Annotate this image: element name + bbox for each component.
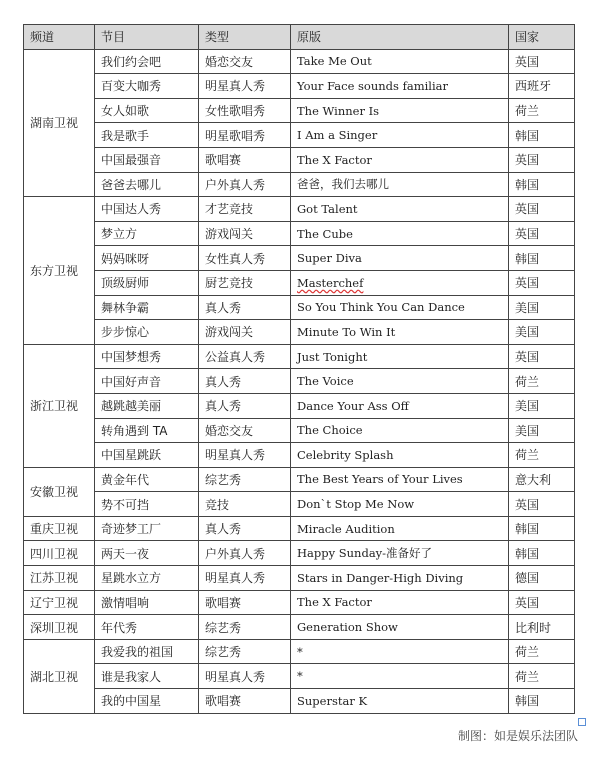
- channel-cell: 安徽卫视: [24, 467, 95, 516]
- show-cell: 越跳越美丽: [95, 393, 199, 418]
- show-cell: 爸爸去哪儿: [95, 172, 199, 197]
- show-cell: 我的中国星: [95, 689, 199, 714]
- original-cell: Just Tonight: [291, 344, 509, 369]
- channel-cell: 湖南卫视: [24, 49, 95, 197]
- header-row: [24, 25, 575, 50]
- table-row: [24, 270, 575, 295]
- show-cell: 势不可挡: [95, 492, 199, 517]
- country-cell: 韩国: [509, 541, 575, 566]
- table-row: [24, 221, 575, 246]
- header-type: 类型: [199, 25, 291, 50]
- table-row: [24, 418, 575, 443]
- country-cell: 韩国: [509, 516, 575, 541]
- channel-cell: 四川卫视: [24, 541, 95, 566]
- original-cell: Celebrity Splash: [291, 443, 509, 468]
- table-row: [24, 172, 575, 197]
- country-cell: 英国: [509, 147, 575, 172]
- show-cell: 中国达人秀: [95, 197, 199, 222]
- show-cell: 我爱我的祖国: [95, 639, 199, 664]
- show-cell: 梦立方: [95, 221, 199, 246]
- original-cell: Don`t Stop Me Now: [291, 492, 509, 517]
- original-cell: *: [291, 664, 509, 689]
- header-show: 节目: [95, 25, 199, 50]
- table-row: [24, 147, 575, 172]
- show-cell: 黄金年代: [95, 467, 199, 492]
- type-cell: 歌唱赛: [199, 147, 291, 172]
- country-cell: 荷兰: [509, 639, 575, 664]
- original-cell: Dance Your Ass Off: [291, 393, 509, 418]
- original-cell: Minute To Win It: [291, 320, 509, 345]
- country-cell: 英国: [509, 492, 575, 517]
- header-channel: 频道: [24, 25, 95, 50]
- country-cell: 比利时: [509, 615, 575, 640]
- country-cell: 韩国: [509, 246, 575, 271]
- country-cell: 西班牙: [509, 74, 575, 99]
- table-row: [24, 49, 575, 74]
- table-row: [24, 197, 575, 222]
- country-cell: 荷兰: [509, 369, 575, 394]
- country-cell: 美国: [509, 418, 575, 443]
- type-cell: 厨艺竞技: [199, 270, 291, 295]
- original-cell: 爸爸，我们去哪儿: [291, 172, 509, 197]
- original-cell: The X Factor: [291, 590, 509, 615]
- table-row: [24, 393, 575, 418]
- type-cell: 户外真人秀: [199, 172, 291, 197]
- type-cell: 综艺秀: [199, 467, 291, 492]
- channel-cell: 江苏卫视: [24, 566, 95, 591]
- type-cell: 游戏闯关: [199, 221, 291, 246]
- table-row: [24, 492, 575, 517]
- type-cell: 女性歌唱秀: [199, 98, 291, 123]
- type-cell: 明星真人秀: [199, 664, 291, 689]
- country-cell: 英国: [509, 590, 575, 615]
- original-cell: *: [291, 639, 509, 664]
- table-row: [24, 295, 575, 320]
- country-cell: 美国: [509, 393, 575, 418]
- table-row: [24, 443, 575, 468]
- channel-cell: 湖北卫视: [24, 639, 95, 713]
- show-cell: 妈妈咪呀: [95, 246, 199, 271]
- type-cell: 公益真人秀: [199, 344, 291, 369]
- table-row: [24, 664, 575, 689]
- show-cell: 我是歌手: [95, 123, 199, 148]
- type-cell: 户外真人秀: [199, 541, 291, 566]
- country-cell: 荷兰: [509, 98, 575, 123]
- table-row: [24, 639, 575, 664]
- show-cell: 步步惊心: [95, 320, 199, 345]
- country-cell: 美国: [509, 295, 575, 320]
- show-cell: 中国好声音: [95, 369, 199, 394]
- show-cell: 星跳水立方: [95, 566, 199, 591]
- original-cell: Got Talent: [291, 197, 509, 222]
- original-cell: Stars in Danger-High Diving: [291, 566, 509, 591]
- type-cell: 游戏闯关: [199, 320, 291, 345]
- original-cell: The X Factor: [291, 147, 509, 172]
- show-cell: 谁是我家人: [95, 664, 199, 689]
- country-cell: 韩国: [509, 172, 575, 197]
- table-row: [24, 123, 575, 148]
- original-cell: The Choice: [291, 418, 509, 443]
- original-cell: Take Me Out: [291, 49, 509, 74]
- channel-cell: 浙江卫视: [24, 344, 95, 467]
- credit-caption: 制图：如是娱乐法团队: [457, 729, 578, 743]
- type-cell: 女性真人秀: [199, 246, 291, 271]
- type-cell: 真人秀: [199, 369, 291, 394]
- original-cell: Superstar K: [291, 689, 509, 714]
- country-cell: 美国: [509, 320, 575, 345]
- type-cell: 综艺秀: [199, 639, 291, 664]
- original-cell: Your Face sounds familiar: [291, 74, 509, 99]
- table-row: [24, 344, 575, 369]
- type-cell: 婚恋交友: [199, 49, 291, 74]
- original-cell: The Best Years of Your Lives: [291, 467, 509, 492]
- table-row: [24, 590, 575, 615]
- type-cell: 歌唱赛: [199, 689, 291, 714]
- channel-cell: 东方卫视: [24, 197, 95, 345]
- tv-format-table: [23, 24, 575, 714]
- country-cell: 韩国: [509, 123, 575, 148]
- show-cell: 百变大咖秀: [95, 74, 199, 99]
- table-row: [24, 615, 575, 640]
- header-original: 原版: [291, 25, 509, 50]
- table-row: [24, 566, 575, 591]
- table-row: [24, 516, 575, 541]
- table-body: [24, 49, 575, 713]
- country-cell: 荷兰: [509, 664, 575, 689]
- show-cell: 中国星跳跃: [95, 443, 199, 468]
- show-cell: 舞林争霸: [95, 295, 199, 320]
- table-row: [24, 246, 575, 271]
- channel-cell: 深圳卫视: [24, 615, 95, 640]
- show-cell: 年代秀: [95, 615, 199, 640]
- country-cell: 英国: [509, 344, 575, 369]
- type-cell: 真人秀: [199, 516, 291, 541]
- show-cell: 女人如歌: [95, 98, 199, 123]
- original-cell: I Am a Singer: [291, 123, 509, 148]
- original-cell: Generation Show: [291, 615, 509, 640]
- header-country: 国家: [509, 25, 575, 50]
- show-cell: 奇迹梦工厂: [95, 516, 199, 541]
- country-cell: 英国: [509, 197, 575, 222]
- original-cell: The Cube: [291, 221, 509, 246]
- country-cell: 意大利: [509, 467, 575, 492]
- country-cell: 英国: [509, 221, 575, 246]
- resize-handle[interactable]: [578, 718, 586, 726]
- original-cell: So You Think You Can Dance: [291, 295, 509, 320]
- type-cell: 真人秀: [199, 393, 291, 418]
- show-cell: 我们约会吧: [95, 49, 199, 74]
- type-cell: 才艺竞技: [199, 197, 291, 222]
- table-row: [24, 98, 575, 123]
- type-cell: 竞技: [199, 492, 291, 517]
- show-cell: 中国梦想秀: [95, 344, 199, 369]
- channel-cell: 重庆卫视: [24, 516, 95, 541]
- original-cell: The Winner Is: [291, 98, 509, 123]
- type-cell: 综艺秀: [199, 615, 291, 640]
- show-cell: 转角遇到 TA: [95, 418, 199, 443]
- original-cell: Super Diva: [291, 246, 509, 271]
- country-cell: 英国: [509, 270, 575, 295]
- table-row: [24, 541, 575, 566]
- channel-cell: 辽宁卫视: [24, 590, 95, 615]
- table-row: [24, 74, 575, 99]
- table-row: [24, 689, 575, 714]
- table-row: [24, 320, 575, 345]
- table-row: [24, 369, 575, 394]
- type-cell: 明星真人秀: [199, 74, 291, 99]
- original-cell: Miracle Audition: [291, 516, 509, 541]
- original-cell: The Voice: [291, 369, 509, 394]
- type-cell: 明星歌唱秀: [199, 123, 291, 148]
- type-cell: 歌唱赛: [199, 590, 291, 615]
- type-cell: 真人秀: [199, 295, 291, 320]
- country-cell: 英国: [509, 49, 575, 74]
- show-cell: 激情唱响: [95, 590, 199, 615]
- type-cell: 婚恋交友: [199, 418, 291, 443]
- country-cell: 韩国: [509, 689, 575, 714]
- show-cell: 两天一夜: [95, 541, 199, 566]
- original-cell: Happy Sunday-准备好了: [291, 541, 509, 566]
- show-cell: 中国最强音: [95, 147, 199, 172]
- show-cell: 顶级厨师: [95, 270, 199, 295]
- country-cell: 荷兰: [509, 443, 575, 468]
- type-cell: 明星真人秀: [199, 443, 291, 468]
- type-cell: 明星真人秀: [199, 566, 291, 591]
- country-cell: 德国: [509, 566, 575, 591]
- table-row: [24, 467, 575, 492]
- original-cell: Masterchef: [291, 270, 509, 295]
